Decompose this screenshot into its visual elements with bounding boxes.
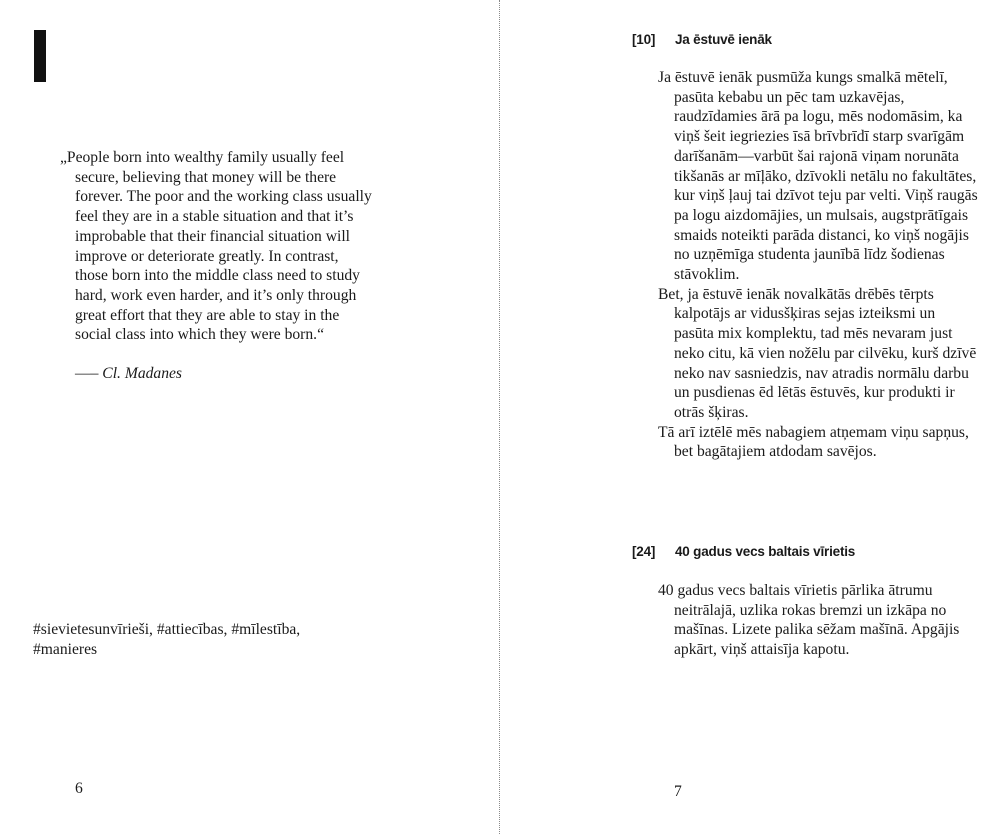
attribution-author: Cl. Madanes [102, 365, 182, 382]
epigraph-attribution [75, 364, 182, 384]
attribution-dash: —– [75, 365, 103, 382]
entry-paragraph: Bet, ja ēstuvē ienāk novalkātās drēbēs tērpts kalpotājs ar vidusšķiras sejas izteiksmi un pasūta mix komplektu, tad mēs nevaram just neko citu, kā vien nožēlu par cilvēku, kurš dzīvē neko nav sasniedzis, nav atradis normālu darbu un pusdienas ēd lētās ēstuvēs, kur produkti ir otrās šķiras. [658, 285, 977, 421]
entry-title: 40 gadus vecs baltais vīrietis [675, 544, 856, 559]
page-gutter-divider [499, 0, 500, 834]
section-marker-bar [34, 30, 46, 82]
right-page [501, 0, 1000, 834]
entry-paragraph: 40 gadus vecs baltais vīrietis pārlika ātrumu neitrālajā, uzlika rokas bremzi un izkāpa no mašīnas. Lizete palika sēžam mašīnā. Apgājis apkārt, viņš attaisīja kapotu. [658, 582, 960, 659]
entry-heading [632, 31, 772, 48]
epigraph-quote: „People born into wealthy family usually feel secure, believing that money will be there forever. The poor and the working class usually feel they are in a stable situation and that it’s improbable that their financial situation will improve or deteriorate greatly. In contrast, those born into the middle class need to study hard, work even harder, and it’s only through great effort that they are able to stay in the social class into which they were born.“ [60, 149, 372, 344]
page-number-right: 7 [674, 783, 682, 800]
entry-title: Ja ēstuvē ienāk [675, 32, 772, 47]
hashtag-list: #sievietesunvīrieši, #attiecības, #mīlestība, #manieres [33, 621, 301, 658]
entry-number: [24] [632, 544, 656, 559]
entry-body [658, 581, 978, 660]
page-number-left: 6 [75, 780, 83, 797]
left-page [0, 0, 499, 834]
entry-heading [632, 543, 855, 560]
entry-paragraph: Tā arī iztēlē mēs nabagiem atņemam viņu sapņus, bet bagātajiem atdodam savējos. [658, 423, 969, 461]
entry-number: [10] [632, 32, 656, 47]
entry-body [658, 68, 978, 462]
entry-paragraph: Ja ēstuvē ienāk pusmūža kungs smalkā mētelī, pasūta kebabu un pēc tam uzkavējas, raudzīdamies ārā pa logu, mēs nodomāsim, ka viņš šeit iegriezies īsā brīvbrīdī starp svarīgām darīšanām—varbūt šai rajonā viņam norunāta tikšanās ar mīļāko, dzīvokli netālu no fakultātes, kur viņš ļauj tai dzīvot teju par velti. Viņš raugās pa logu aizdomājies, un mulsais, augstprātīgais smaids noteikti parāda distanci, ko viņš nogājis no uzņēmīga studenta jaunībā līdz šodienas stāvoklim. [658, 69, 978, 284]
